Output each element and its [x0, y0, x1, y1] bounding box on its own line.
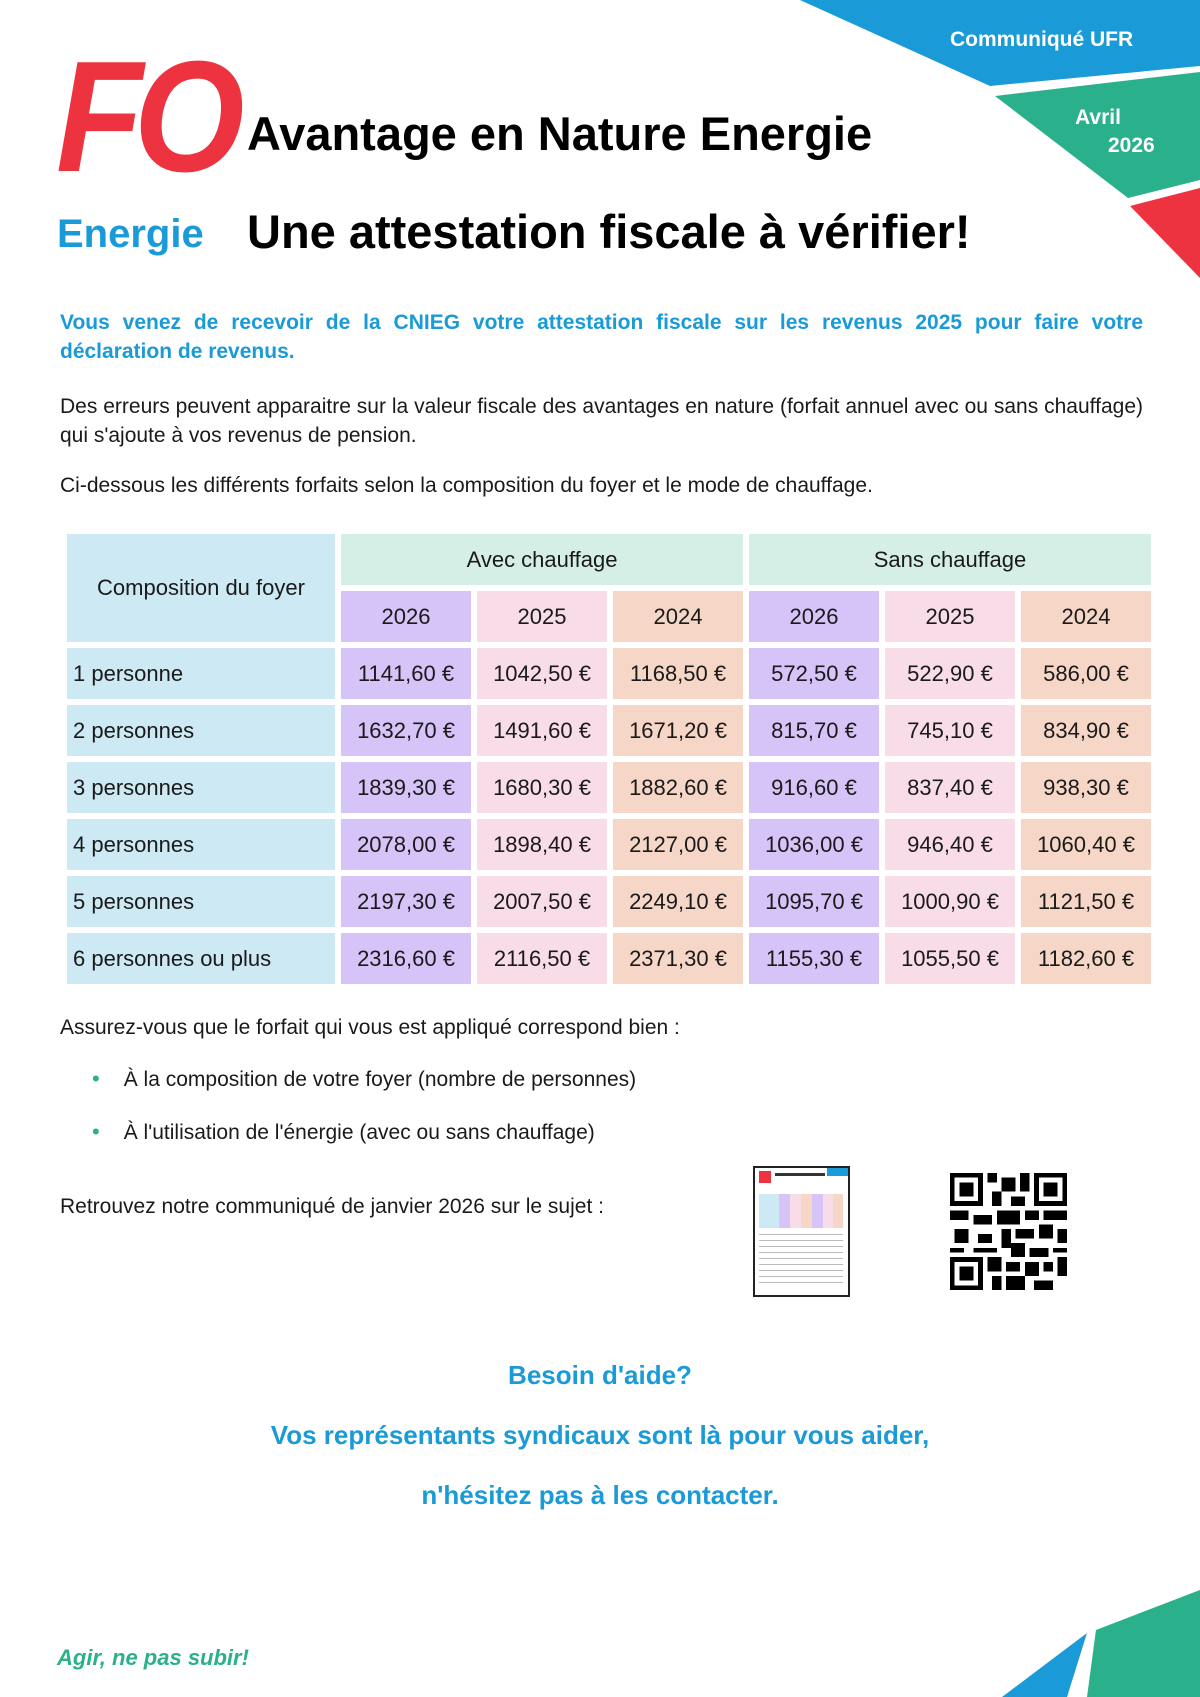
year-header: 2026 — [749, 591, 879, 642]
title-line-1: Avantage en Nature Energie — [247, 107, 873, 160]
logo-subtitle: Energie — [57, 212, 204, 256]
thumb-logo-icon — [759, 1171, 771, 1183]
thumb-text — [759, 1234, 843, 1288]
year-header: 2025 — [477, 591, 607, 642]
date-year: 2026 — [1108, 134, 1155, 157]
value-cell: 1839,30 € — [341, 762, 471, 813]
value-cell: 946,40 € — [885, 819, 1015, 870]
value-cell: 1042,50 € — [477, 648, 607, 699]
value-cell: 834,90 € — [1021, 705, 1151, 756]
table-row — [67, 762, 1151, 813]
value-cell: 2078,00 € — [341, 819, 471, 870]
value-cell: 2116,50 € — [477, 933, 607, 984]
row-label: 3 personnes — [67, 762, 335, 813]
value-cell: 2127,00 € — [613, 819, 743, 870]
value-cell: 916,60 € — [749, 762, 879, 813]
row-label: 4 personnes — [67, 819, 335, 870]
bullet-dot-icon: • — [92, 1119, 100, 1144]
footer-blue-band — [1002, 1633, 1087, 1697]
year-header: 2024 — [613, 591, 743, 642]
footer-green-band — [1087, 1590, 1200, 1697]
bullet-item — [92, 1066, 636, 1092]
value-cell: 1060,40 € — [1021, 819, 1151, 870]
table-row — [67, 876, 1151, 927]
fo-logo: FO — [56, 29, 236, 205]
value-cell: 522,90 € — [885, 648, 1015, 699]
value-cell: 938,30 € — [1021, 762, 1151, 813]
value-cell: 572,50 € — [749, 648, 879, 699]
thumb-table — [759, 1194, 843, 1228]
value-cell: 837,40 € — [885, 762, 1015, 813]
intro-text: Vous venez de recevoir de la CNIEG votre attestation fiscale sur les revenus 2025 pour faire votre déclaration de revenus. — [60, 311, 1143, 363]
value-cell: 1036,00 € — [749, 819, 879, 870]
link-text: Retrouvez notre communiqué de janvier 2026 sur le sujet : — [60, 1195, 604, 1218]
qr-code[interactable] — [950, 1173, 1067, 1290]
value-cell: 2371,30 € — [613, 933, 743, 984]
help-title: Besoin d'aide? — [508, 1360, 692, 1390]
header-green-band — [995, 72, 1200, 198]
value-cell: 1121,50 € — [1021, 876, 1151, 927]
value-cell: 1055,50 € — [885, 933, 1015, 984]
value-cell: 1632,70 € — [341, 705, 471, 756]
table-row — [67, 933, 1151, 984]
year-header: 2025 — [885, 591, 1015, 642]
help-line-1: Vos représentants syndicaux sont là pour vous aider, — [270, 1420, 930, 1450]
value-cell: 1491,60 € — [477, 705, 607, 756]
bullet-dot-icon: • — [92, 1066, 100, 1091]
paragraph-errors: Des erreurs peuvent apparaitre sur la valeur fiscale des avantages en nature (forfait annuel avec ou sans chauffage) qui s'ajoute à vos revenus de pension. — [60, 395, 1143, 447]
value-cell: 1680,30 € — [477, 762, 607, 813]
table-row — [67, 705, 1151, 756]
value-cell: 1898,40 € — [477, 819, 607, 870]
table-corner-header: Composition du foyer — [67, 534, 335, 642]
value-cell: 1155,30 € — [749, 933, 879, 984]
thumb-band — [827, 1168, 848, 1176]
value-cell: 2197,30 € — [341, 876, 471, 927]
value-cell: 1671,20 € — [613, 705, 743, 756]
value-cell: 586,00 € — [1021, 648, 1151, 699]
value-cell: 1095,70 € — [749, 876, 879, 927]
bullet-text: À l'utilisation de l'énergie (avec ou sans chauffage) — [123, 1121, 595, 1144]
check-intro: Assurez-vous que le forfait qui vous est appliqué correspond bien : — [60, 1016, 680, 1039]
value-cell: 1882,60 € — [613, 762, 743, 813]
table-row — [67, 648, 1151, 699]
bullet-text: À la composition de votre foyer (nombre de personnes) — [123, 1068, 637, 1091]
communique-label: Communiqué UFR — [950, 28, 1134, 51]
value-cell: 2316,60 € — [341, 933, 471, 984]
row-label: 6 personnes ou plus — [67, 933, 335, 984]
header-red-band — [1130, 188, 1200, 278]
row-label: 2 personnes — [67, 705, 335, 756]
row-label: 1 personne — [67, 648, 335, 699]
table-row — [67, 819, 1151, 870]
group-header-avec: Avec chauffage — [341, 534, 743, 585]
year-header: 2024 — [1021, 591, 1151, 642]
slogan: Agir, ne pas subir! — [57, 1645, 249, 1670]
value-cell: 1000,90 € — [885, 876, 1015, 927]
title-line-2: Une attestation fiscale à vérifier! — [247, 205, 971, 258]
value-cell: 1141,60 € — [341, 648, 471, 699]
row-label: 5 personnes — [67, 876, 335, 927]
help-line-2: n'hésitez pas à les contacter. — [421, 1480, 779, 1510]
value-cell: 1168,50 € — [613, 648, 743, 699]
value-cell: 2007,50 € — [477, 876, 607, 927]
value-cell: 2249,10 € — [613, 876, 743, 927]
group-header-sans: Sans chauffage — [749, 534, 1151, 585]
date-month: Avril — [1075, 106, 1121, 129]
communique-thumbnail[interactable] — [753, 1166, 850, 1297]
value-cell: 815,70 € — [749, 705, 879, 756]
forfait-table — [61, 528, 1157, 990]
bullet-item — [92, 1119, 595, 1145]
value-cell: 745,10 € — [885, 705, 1015, 756]
value-cell: 1182,60 € — [1021, 933, 1151, 984]
paragraph-forfaits: Ci-dessous les différents forfaits selon la composition du foyer et le mode de chauffage. — [60, 474, 873, 497]
year-header: 2026 — [341, 591, 471, 642]
thumb-title-line — [775, 1173, 825, 1176]
